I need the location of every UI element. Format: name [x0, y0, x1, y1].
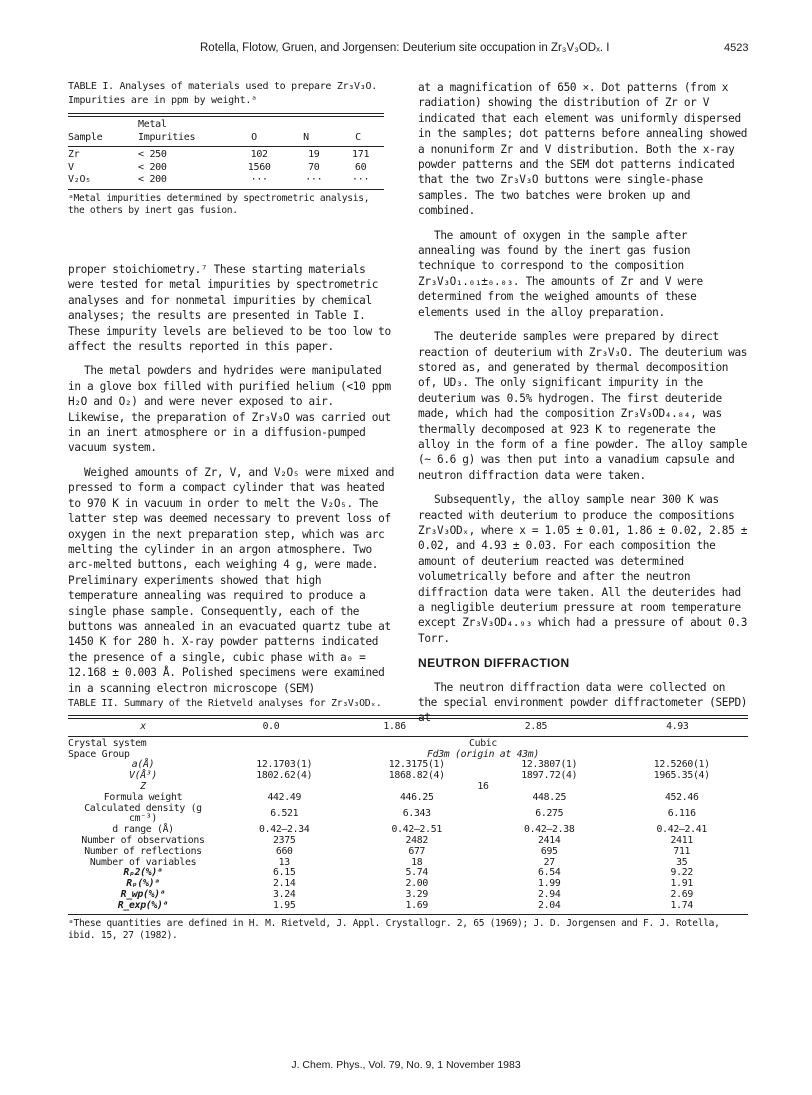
paragraph: proper stoichiometry.⁷ These starting materials were tested for metal impurities by spectrometric analyses and for nonmetal impurities by chemical analyses; the results are presented in Table I. These impurity levels are believed to be too low to affect the results reported in this paper. — [68, 263, 391, 354]
row-label: Rₚ(%)ᵃ — [126, 878, 160, 890]
table-cell: 2414 — [538, 834, 561, 846]
table-rule — [68, 189, 384, 190]
table-cell: 2.04 — [538, 899, 561, 911]
table-2 — [68, 697, 748, 943]
table-cell: 711 — [673, 845, 691, 857]
table-cell: 0.42–2.41 — [656, 824, 707, 836]
table-cell: 2375 — [273, 834, 296, 846]
right-column — [418, 80, 748, 735]
journal-footer: J. Chem. Phys., Vol. 79, No. 9, 1 November 1983 — [291, 1059, 521, 1071]
row-label: a(Å) — [131, 759, 155, 771]
table-row — [68, 162, 384, 175]
table-cell: 6.343 — [402, 807, 431, 819]
paragraph: The metal powders and hydrides were manipulated in a glove box filled with purified helium (<10 ppm H₂O and O₂) and were never exposed to air. Likewise, the preparation of Zr₃V₃O was carried out in an inert atmosphere or in a diffusion-pumped vacuum system. — [68, 364, 391, 455]
table-cell: 6.275 — [535, 807, 564, 819]
header-title: Deuterium site occupation in Zr₃V₃ODₓ. I — [402, 42, 610, 54]
table-row — [68, 174, 384, 187]
table-cell: 1897.72(4) — [521, 770, 578, 782]
table-cell: Fd3m (origin at 43m) — [427, 748, 539, 760]
table-cell: 27 — [543, 856, 555, 868]
table-1 — [68, 80, 384, 218]
table-cell: 0.42–2.38 — [524, 824, 575, 836]
table-row — [68, 804, 748, 826]
table-cell: V — [68, 161, 74, 173]
table-1-grid — [68, 117, 384, 144]
header-authors: Rotella, Flotow, Gruen, and Jorgensen: — [200, 42, 400, 54]
table-cell: 1.91 — [670, 878, 693, 890]
row-label: Formula weight — [103, 791, 183, 803]
row-label: V(Å³) — [129, 770, 157, 782]
table-cell: < 200 — [138, 174, 167, 185]
table-cell: ··· — [352, 174, 370, 185]
table-cell: ··· — [250, 174, 268, 185]
column-header: N — [303, 131, 309, 143]
table-cell: 695 — [540, 845, 558, 857]
column-header: x — [140, 721, 146, 732]
table-cell: 12.3175(1) — [388, 759, 445, 771]
table-cell: < 250 — [138, 149, 167, 160]
table-cell: 2.69 — [670, 888, 693, 900]
table-cell: 6.521 — [270, 807, 299, 819]
left-column — [68, 262, 396, 705]
table-cell: 2482 — [405, 834, 428, 846]
table-cell: 448.25 — [532, 791, 567, 803]
table-cell: 677 — [408, 845, 426, 857]
table-cell: 12.5260(1) — [653, 759, 710, 771]
table-2-footnote: ᵃThese quantities are defined in H. M. Rietveld, J. Appl. Crystallogr. 2, 65 (1969); J. D. Jorgensen and F. J. Rotella, ibid. 15, 27 (1982). — [68, 917, 720, 942]
table-rule — [68, 715, 748, 719]
column-header: 4.93 — [666, 721, 689, 732]
table-rule — [68, 914, 748, 915]
table-cell: 13 — [278, 856, 290, 868]
table-cell: 1.74 — [670, 899, 693, 911]
table-cell: 6.54 — [538, 867, 561, 879]
table-rule — [68, 736, 748, 737]
table-cell: 1560 — [247, 161, 271, 173]
table-cell: 12.3807(1) — [521, 759, 578, 771]
table-header-row — [68, 722, 748, 733]
table-cell: 9.22 — [670, 867, 693, 879]
table-cell: 2.94 — [538, 888, 561, 900]
table-row — [68, 901, 748, 912]
table-cell: 660 — [275, 845, 293, 857]
row-label: Number of reflections — [84, 845, 202, 857]
table-rule — [68, 146, 384, 147]
table-cell: 16 — [477, 780, 489, 792]
column-header: 1.86 — [383, 721, 406, 732]
table-1-body — [68, 149, 384, 187]
table-cell: 0.42–2.51 — [391, 824, 442, 836]
table-cell: 1965.35(4) — [653, 770, 710, 782]
paragraph: at a magnification of 650 ×. Dot patterns (from x radiation) showing the distribution of Zr or V indicated that each element was uniformly dispersed in the samples; dot patterns before annealing showed a nonuniform Zr and V distribution. Both the x-ray powder patterns and the SEM dot patterns indicated that the two Zr₃V₃O buttons were single-phase samples. The two batches were broken up and combined. — [418, 81, 748, 218]
column-header: 2.85 — [524, 721, 548, 732]
table-row — [68, 771, 748, 782]
row-label: Crystal system — [68, 737, 147, 749]
table-cell: 5.74 — [405, 867, 428, 879]
paragraph: The neutron diffraction data were collected on the special environment powder diffractometer (SEPD) at — [418, 680, 748, 725]
column-header: Sample — [68, 131, 103, 143]
row-label: Rₚ2(%)ᵃ — [123, 867, 163, 879]
table-cell: 35 — [676, 856, 688, 868]
table-cell: Zr — [68, 149, 80, 160]
table-cell: 70 — [308, 161, 320, 173]
table-1-footnote: ᵃMetal impurities determined by spectrometric analysis, the others by inert gas fusion. — [68, 192, 370, 216]
table-cell: 1802.62(4) — [256, 770, 313, 782]
row-label: Number of observations — [81, 834, 205, 846]
table-2-header — [68, 722, 748, 733]
table-cell: 3.29 — [405, 888, 428, 900]
table-cell: 2411 — [670, 834, 693, 846]
table-cell: 12.1703(1) — [256, 759, 313, 771]
table-header-row — [68, 117, 384, 144]
table-cell: Cubic — [469, 737, 497, 749]
table-row — [68, 793, 748, 804]
table-cell: 0.42–2.34 — [259, 824, 310, 836]
table-1-caption: TABLE I. Analyses of materials used to prepare Zr₃V₃O. Impurities are in ppm by weight.ᵃ — [68, 81, 377, 106]
table-cell: 442.49 — [267, 791, 302, 803]
paragraph: The amount of oxygen in the sample after annealing was found by the inert gas fusion technique to correspond to the composition Zr₃V₃O₁.₀₁±₀.₀₃. The amounts of Zr and V were determined from the weighed amounts of these elements used in the alloy preparation. — [418, 228, 703, 319]
row-label: Calculated density (g cm⁻³) — [84, 802, 202, 825]
table-cell: 6.116 — [667, 807, 696, 819]
table-cell: 102 — [250, 149, 268, 160]
table-cell: 18 — [411, 856, 423, 868]
column-header: O — [251, 131, 257, 143]
paragraph: The deuteride samples were prepared by direct reaction of deuterium with Zr₃V₃O. The deuterium was stored as, and generated by thermal decomposition of, UD₃. The only significant impurity in the deuterium was 0.5% hydrogen. The first deuteride made, which had the composition Zr₃V₃OD₄.₈₄, was thermally decomposed at 923 K to regenerate the alloy in the form of a fine powder. The alloy sample (~ 6.6 g) was then put into a vanadium capsule and neutron diffraction data were taken. — [418, 330, 748, 482]
row-label: Z — [140, 780, 146, 792]
table-cell: 1.99 — [538, 878, 561, 890]
table-cell: 2.00 — [405, 878, 428, 890]
table-cell: 1.69 — [405, 899, 428, 911]
row-label: R_wp(%)ᵃ — [120, 888, 166, 900]
table-cell: ··· — [305, 174, 323, 185]
table-row — [68, 739, 748, 750]
row-label: Space Group — [68, 748, 130, 760]
table-cell: 6.15 — [273, 867, 296, 879]
row-label: d range (Å) — [112, 824, 174, 836]
paragraph: Weighed amounts of Zr, V, and V₂O₅ were mixed and pressed to form a compact cylinder that was heated to 970 K in vacuum in order to melt the V₂O₅. The latter step was deemed necessary to prevent loss of oxygen in the next preparation step, which was arc melting the cylinder in an argon atmosphere. Two arc-melted buttons, each weighing 4 g, were made. Preliminary experiments showed that high temperature annealing was required to produce a single phase sample. Consequently, each of the buttons was annealed in an evacuated quartz tube at 1450 K for 280 h. X-ray powder patterns indicated the presence of a single, cubic phase with a₀ = 12.168 ± 0.003 Å. Polished specimens were examined in a scanning electron microscope (SEM) — [68, 465, 395, 695]
table-cell: 452.46 — [664, 791, 699, 803]
row-label: R_exp(%)ᵃ — [117, 899, 169, 911]
page-number: 4523 — [724, 42, 749, 54]
table-cell: 3.24 — [273, 888, 296, 900]
table-cell: 60 — [354, 161, 367, 173]
table-cell: 19 — [308, 149, 320, 160]
column-header: C — [355, 131, 361, 143]
table-cell: 171 — [352, 149, 370, 160]
table-row — [68, 149, 384, 162]
column-header: Metal Impurities — [138, 119, 196, 143]
table-2-caption: TABLE II. Summary of the Rietveld analyses for Zr₃V₃ODₓ. — [68, 698, 382, 709]
paragraph: Subsequently, the alloy sample near 300 K was reacted with deuterium to produce the compositions Zr₃V₃ODₓ, where x = 1.05 ± 0.01, 1.86 ± 0.02, 2.85 ± 0.02, and 4.93 ± 0.03. For each composition the amount of deuterium reacted was determined volumetrically before and after the neutron diffraction data were taken. All the deuterides had a negligible deuterium pressure at room temperature except Zr₃V₃OD₄.₉₃ which had a pressure of about 0.3 Torr. — [418, 493, 748, 645]
table-cell: 2.14 — [273, 878, 296, 890]
column-header: 0.0 — [262, 721, 280, 732]
row-label: Number of variables — [89, 856, 197, 868]
table-cell: < 200 — [138, 161, 167, 173]
table-2-body — [68, 739, 748, 912]
table-row — [68, 847, 748, 858]
table-cell: V₂O₅ — [68, 174, 91, 185]
running-header — [200, 42, 609, 54]
section-heading: NEUTRON DIFFRACTION — [418, 656, 570, 671]
table-cell: 1868.82(4) — [388, 770, 445, 782]
table-cell: 446.25 — [399, 791, 434, 803]
table-cell: 1.95 — [273, 899, 296, 911]
